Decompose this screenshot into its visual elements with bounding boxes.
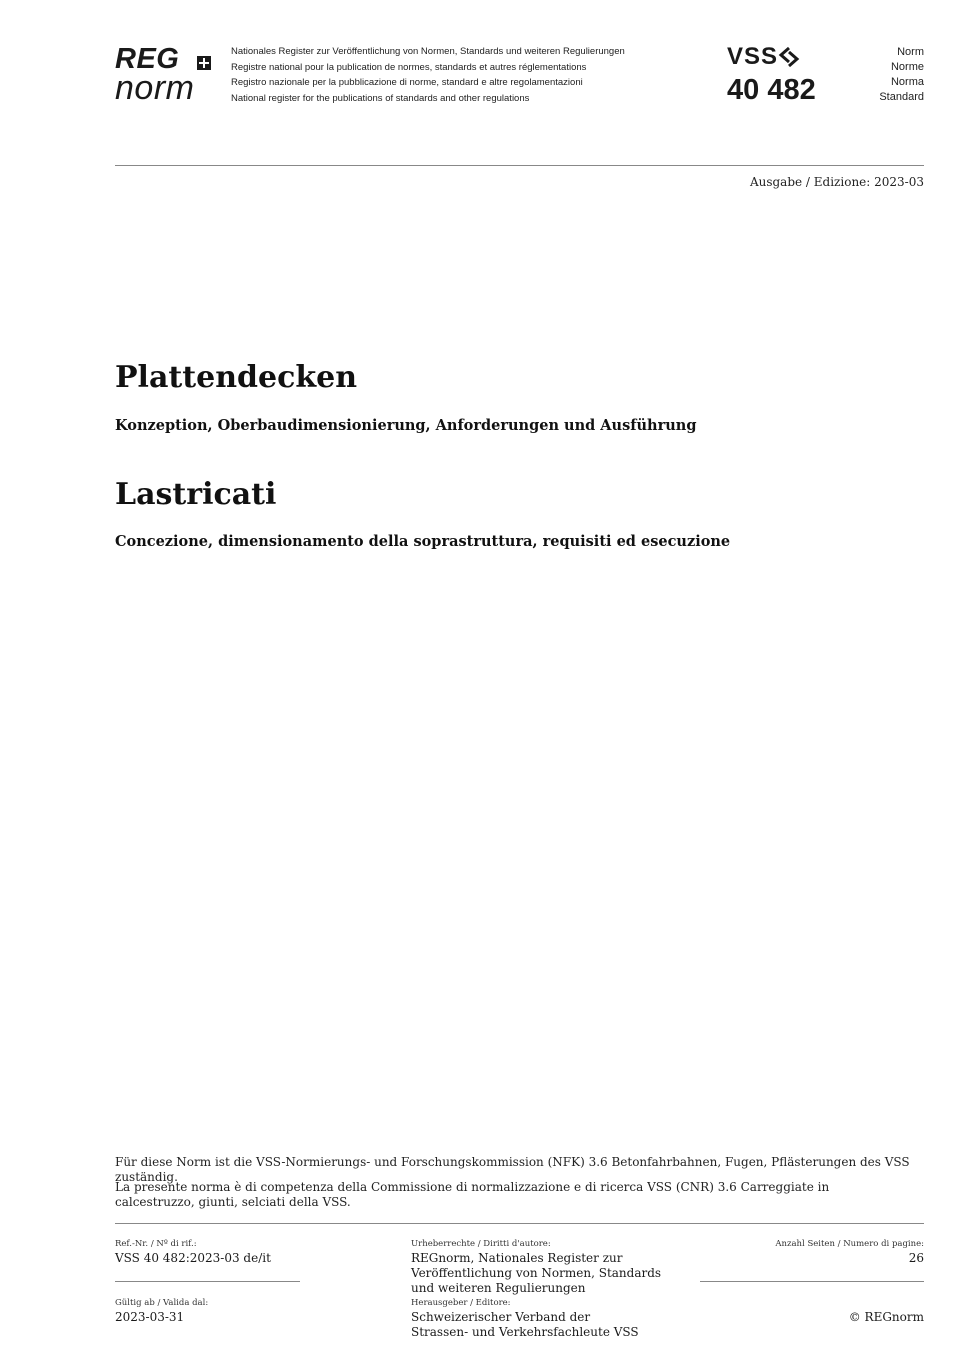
subtitle-it: Concezione, dimensionamento della soprastruttura, requisiti ed esecuzione bbox=[115, 533, 731, 550]
publisher-label: Herausgeber / Editore: bbox=[411, 1298, 511, 1308]
swiss-cross-icon bbox=[197, 56, 211, 70]
responsibility-de: Für diese Norm ist die VSS-Normierungs- und Forschungskommission (NFK) 3.6 Betonfahrbahnen, Fugen, Pflästerungen des VSS zuständig. bbox=[115, 1155, 910, 1184]
ref-value: VSS 40 482:2023-03 de/it bbox=[115, 1251, 271, 1265]
copyright-line: Veröffentlichung von Normen, Standards bbox=[411, 1266, 662, 1280]
document-type-list bbox=[879, 45, 924, 105]
logo-reg-text: REG bbox=[115, 43, 180, 75]
copyright-line: REGnorm, Nationales Register zur bbox=[411, 1251, 623, 1265]
pages-value: 26 bbox=[908, 1251, 924, 1265]
publisher-name bbox=[411, 1310, 671, 1340]
valid-value: 2023-03-31 bbox=[115, 1310, 185, 1324]
publisher-line: Strassen- und Verkehrsfachleute VSS bbox=[411, 1325, 639, 1339]
copyright-holder bbox=[411, 1251, 671, 1296]
standard-number: 40 482 bbox=[727, 74, 816, 106]
edition-date: Ausgabe / Edizione: 2023-03 bbox=[749, 175, 924, 189]
valid-label: Gültig ab / Valida dal: bbox=[115, 1298, 209, 1308]
doc-type-fr: Norme bbox=[890, 61, 924, 73]
footer-divider bbox=[115, 1223, 924, 1224]
ref-label: Ref.-Nr. / Nº di rif.: bbox=[115, 1239, 197, 1249]
publisher-line: Schweizerischer Verband der bbox=[411, 1310, 591, 1324]
doc-type-it: Norma bbox=[890, 76, 924, 88]
logo-norm-text: norm bbox=[115, 69, 195, 107]
register-line-it: Registro nazionale per la pubblicazione di norme, standard e altre regolamentazioni bbox=[231, 77, 583, 88]
vss-arrow-icon bbox=[777, 46, 801, 68]
register-description bbox=[231, 44, 625, 106]
title-de: Plattendecken bbox=[115, 360, 358, 395]
ref-underline bbox=[115, 1281, 300, 1282]
header-divider bbox=[115, 165, 924, 166]
pages-label: Anzahl Seiten / Numero di pagine: bbox=[775, 1239, 924, 1249]
copyright-line: und weiteren Regulierungen bbox=[411, 1281, 586, 1295]
subtitle-de: Konzeption, Oberbaudimensionierung, Anforderungen und Ausführung bbox=[115, 417, 697, 434]
doc-type-en: Standard bbox=[879, 91, 924, 103]
register-line-en: National register for the publications of standards and other regulations bbox=[231, 92, 530, 104]
doc-type-de: Norm bbox=[897, 46, 924, 58]
register-line-fr: Registre national pour la publication de normes, standards et autres réglementations bbox=[231, 61, 587, 73]
title-it: Lastricati bbox=[115, 477, 277, 512]
pages-underline bbox=[700, 1281, 924, 1282]
copyright-mark: © REGnorm bbox=[848, 1310, 924, 1324]
register-line-de: Nationales Register zur Veröffentlichung von Normen, Standards und weiteren Regulierungen bbox=[231, 46, 625, 57]
responsibility-it: La presente norma è di competenza della Commissione di normalizzazione e di ricerca VSS (CNR) 3.6 Carreggiate in calcestruzzo, giunti, selciati della VSS. bbox=[115, 1180, 830, 1209]
regnorm-logo bbox=[115, 43, 215, 107]
vss-standard-block bbox=[727, 44, 847, 106]
vss-logo-text: VSS bbox=[727, 43, 779, 70]
copyright-label: Urheberrechte / Diritti d'autore: bbox=[411, 1239, 551, 1249]
